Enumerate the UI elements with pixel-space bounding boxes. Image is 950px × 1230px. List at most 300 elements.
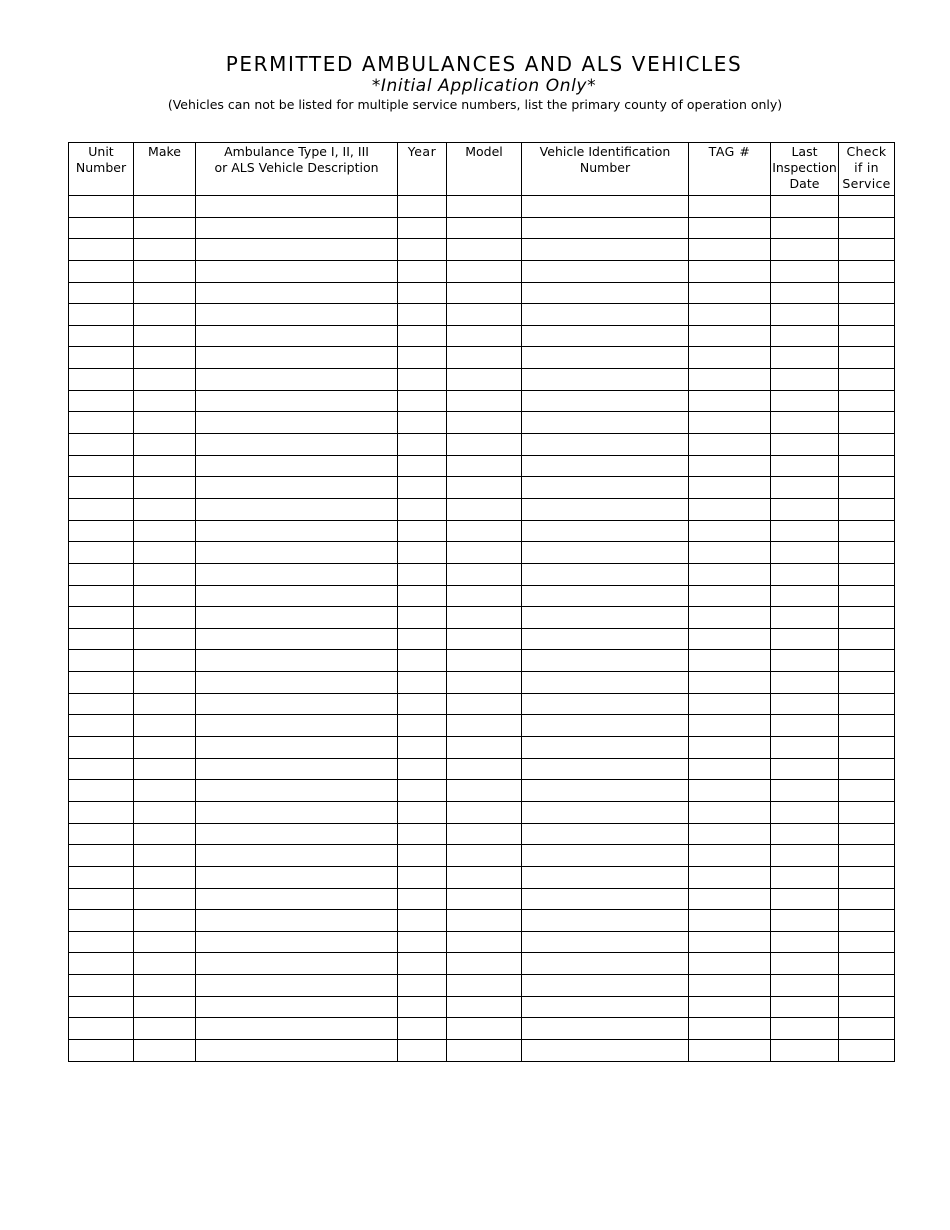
ambulance-type-cell[interactable] (196, 758, 398, 780)
make-cell[interactable] (134, 260, 196, 282)
year-cell[interactable] (398, 780, 447, 802)
make-cell[interactable] (134, 304, 196, 326)
year-cell[interactable] (398, 217, 447, 239)
in-service-check-cell[interactable] (839, 217, 895, 239)
year-cell[interactable] (398, 693, 447, 715)
unit-number-cell[interactable] (69, 693, 134, 715)
unit-number-cell[interactable] (69, 369, 134, 391)
tag-cell[interactable] (689, 520, 771, 542)
vin-cell[interactable] (522, 282, 689, 304)
vin-cell[interactable] (522, 217, 689, 239)
in-service-check-cell[interactable] (839, 1018, 895, 1040)
make-cell[interactable] (134, 650, 196, 672)
ambulance-type-cell[interactable] (196, 217, 398, 239)
in-service-check-cell[interactable] (839, 390, 895, 412)
vin-cell[interactable] (522, 996, 689, 1018)
tag-cell[interactable] (689, 672, 771, 694)
unit-number-cell[interactable] (69, 542, 134, 564)
make-cell[interactable] (134, 953, 196, 975)
model-cell[interactable] (447, 823, 522, 845)
last-inspection-date-cell[interactable] (771, 390, 839, 412)
year-cell[interactable] (398, 498, 447, 520)
year-cell[interactable] (398, 434, 447, 456)
unit-number-cell[interactable] (69, 390, 134, 412)
last-inspection-date-cell[interactable] (771, 304, 839, 326)
ambulance-type-cell[interactable] (196, 434, 398, 456)
model-cell[interactable] (447, 217, 522, 239)
ambulance-type-cell[interactable] (196, 563, 398, 585)
model-cell[interactable] (447, 412, 522, 434)
in-service-check-cell[interactable] (839, 866, 895, 888)
model-cell[interactable] (447, 477, 522, 499)
in-service-check-cell[interactable] (839, 563, 895, 585)
in-service-check-cell[interactable] (839, 260, 895, 282)
tag-cell[interactable] (689, 866, 771, 888)
tag-cell[interactable] (689, 823, 771, 845)
unit-number-cell[interactable] (69, 325, 134, 347)
unit-number-cell[interactable] (69, 455, 134, 477)
ambulance-type-cell[interactable] (196, 975, 398, 997)
last-inspection-date-cell[interactable] (771, 563, 839, 585)
year-cell[interactable] (398, 455, 447, 477)
year-cell[interactable] (398, 866, 447, 888)
year-cell[interactable] (398, 260, 447, 282)
last-inspection-date-cell[interactable] (771, 953, 839, 975)
in-service-check-cell[interactable] (839, 845, 895, 867)
make-cell[interactable] (134, 217, 196, 239)
tag-cell[interactable] (689, 325, 771, 347)
vin-cell[interactable] (522, 347, 689, 369)
last-inspection-date-cell[interactable] (771, 434, 839, 456)
model-cell[interactable] (447, 455, 522, 477)
year-cell[interactable] (398, 347, 447, 369)
year-cell[interactable] (398, 390, 447, 412)
in-service-check-cell[interactable] (839, 715, 895, 737)
ambulance-type-cell[interactable] (196, 628, 398, 650)
model-cell[interactable] (447, 390, 522, 412)
ambulance-type-cell[interactable] (196, 693, 398, 715)
in-service-check-cell[interactable] (839, 239, 895, 261)
last-inspection-date-cell[interactable] (771, 693, 839, 715)
model-cell[interactable] (447, 910, 522, 932)
unit-number-cell[interactable] (69, 888, 134, 910)
year-cell[interactable] (398, 737, 447, 759)
tag-cell[interactable] (689, 1039, 771, 1061)
last-inspection-date-cell[interactable] (771, 975, 839, 997)
model-cell[interactable] (447, 737, 522, 759)
model-cell[interactable] (447, 304, 522, 326)
year-cell[interactable] (398, 953, 447, 975)
ambulance-type-cell[interactable] (196, 1018, 398, 1040)
in-service-check-cell[interactable] (839, 780, 895, 802)
ambulance-type-cell[interactable] (196, 672, 398, 694)
vin-cell[interactable] (522, 975, 689, 997)
model-cell[interactable] (447, 607, 522, 629)
vin-cell[interactable] (522, 780, 689, 802)
vin-cell[interactable] (522, 563, 689, 585)
unit-number-cell[interactable] (69, 910, 134, 932)
model-cell[interactable] (447, 260, 522, 282)
tag-cell[interactable] (689, 628, 771, 650)
make-cell[interactable] (134, 996, 196, 1018)
in-service-check-cell[interactable] (839, 1039, 895, 1061)
in-service-check-cell[interactable] (839, 542, 895, 564)
unit-number-cell[interactable] (69, 607, 134, 629)
vin-cell[interactable] (522, 910, 689, 932)
make-cell[interactable] (134, 347, 196, 369)
year-cell[interactable] (398, 996, 447, 1018)
last-inspection-date-cell[interactable] (771, 520, 839, 542)
tag-cell[interactable] (689, 304, 771, 326)
vin-cell[interactable] (522, 369, 689, 391)
unit-number-cell[interactable] (69, 477, 134, 499)
ambulance-type-cell[interactable] (196, 498, 398, 520)
vin-cell[interactable] (522, 845, 689, 867)
ambulance-type-cell[interactable] (196, 801, 398, 823)
year-cell[interactable] (398, 282, 447, 304)
model-cell[interactable] (447, 196, 522, 218)
vin-cell[interactable] (522, 931, 689, 953)
tag-cell[interactable] (689, 975, 771, 997)
tag-cell[interactable] (689, 282, 771, 304)
last-inspection-date-cell[interactable] (771, 888, 839, 910)
make-cell[interactable] (134, 801, 196, 823)
make-cell[interactable] (134, 455, 196, 477)
make-cell[interactable] (134, 758, 196, 780)
in-service-check-cell[interactable] (839, 758, 895, 780)
make-cell[interactable] (134, 715, 196, 737)
ambulance-type-cell[interactable] (196, 455, 398, 477)
vin-cell[interactable] (522, 325, 689, 347)
tag-cell[interactable] (689, 607, 771, 629)
tag-cell[interactable] (689, 347, 771, 369)
in-service-check-cell[interactable] (839, 607, 895, 629)
vin-cell[interactable] (522, 758, 689, 780)
last-inspection-date-cell[interactable] (771, 282, 839, 304)
ambulance-type-cell[interactable] (196, 715, 398, 737)
year-cell[interactable] (398, 1018, 447, 1040)
make-cell[interactable] (134, 1018, 196, 1040)
last-inspection-date-cell[interactable] (771, 477, 839, 499)
year-cell[interactable] (398, 715, 447, 737)
tag-cell[interactable] (689, 196, 771, 218)
unit-number-cell[interactable] (69, 498, 134, 520)
make-cell[interactable] (134, 282, 196, 304)
make-cell[interactable] (134, 520, 196, 542)
tag-cell[interactable] (689, 369, 771, 391)
vin-cell[interactable] (522, 412, 689, 434)
make-cell[interactable] (134, 607, 196, 629)
tag-cell[interactable] (689, 563, 771, 585)
vin-cell[interactable] (522, 585, 689, 607)
unit-number-cell[interactable] (69, 304, 134, 326)
year-cell[interactable] (398, 910, 447, 932)
model-cell[interactable] (447, 1018, 522, 1040)
unit-number-cell[interactable] (69, 672, 134, 694)
tag-cell[interactable] (689, 260, 771, 282)
model-cell[interactable] (447, 282, 522, 304)
vin-cell[interactable] (522, 455, 689, 477)
tag-cell[interactable] (689, 996, 771, 1018)
ambulance-type-cell[interactable] (196, 888, 398, 910)
unit-number-cell[interactable] (69, 780, 134, 802)
in-service-check-cell[interactable] (839, 693, 895, 715)
model-cell[interactable] (447, 845, 522, 867)
tag-cell[interactable] (689, 737, 771, 759)
vin-cell[interactable] (522, 628, 689, 650)
tag-cell[interactable] (689, 650, 771, 672)
make-cell[interactable] (134, 325, 196, 347)
make-cell[interactable] (134, 390, 196, 412)
last-inspection-date-cell[interactable] (771, 498, 839, 520)
make-cell[interactable] (134, 780, 196, 802)
unit-number-cell[interactable] (69, 585, 134, 607)
model-cell[interactable] (447, 758, 522, 780)
ambulance-type-cell[interactable] (196, 607, 398, 629)
tag-cell[interactable] (689, 434, 771, 456)
unit-number-cell[interactable] (69, 239, 134, 261)
unit-number-cell[interactable] (69, 931, 134, 953)
in-service-check-cell[interactable] (839, 196, 895, 218)
vin-cell[interactable] (522, 607, 689, 629)
unit-number-cell[interactable] (69, 520, 134, 542)
last-inspection-date-cell[interactable] (771, 239, 839, 261)
last-inspection-date-cell[interactable] (771, 369, 839, 391)
year-cell[interactable] (398, 845, 447, 867)
year-cell[interactable] (398, 628, 447, 650)
model-cell[interactable] (447, 239, 522, 261)
make-cell[interactable] (134, 693, 196, 715)
ambulance-type-cell[interactable] (196, 347, 398, 369)
in-service-check-cell[interactable] (839, 282, 895, 304)
unit-number-cell[interactable] (69, 823, 134, 845)
in-service-check-cell[interactable] (839, 672, 895, 694)
last-inspection-date-cell[interactable] (771, 412, 839, 434)
model-cell[interactable] (447, 434, 522, 456)
make-cell[interactable] (134, 239, 196, 261)
last-inspection-date-cell[interactable] (771, 347, 839, 369)
ambulance-type-cell[interactable] (196, 931, 398, 953)
model-cell[interactable] (447, 563, 522, 585)
in-service-check-cell[interactable] (839, 931, 895, 953)
model-cell[interactable] (447, 1039, 522, 1061)
make-cell[interactable] (134, 585, 196, 607)
make-cell[interactable] (134, 823, 196, 845)
model-cell[interactable] (447, 672, 522, 694)
make-cell[interactable] (134, 434, 196, 456)
unit-number-cell[interactable] (69, 953, 134, 975)
in-service-check-cell[interactable] (839, 325, 895, 347)
vin-cell[interactable] (522, 434, 689, 456)
vin-cell[interactable] (522, 823, 689, 845)
year-cell[interactable] (398, 650, 447, 672)
unit-number-cell[interactable] (69, 996, 134, 1018)
last-inspection-date-cell[interactable] (771, 325, 839, 347)
ambulance-type-cell[interactable] (196, 260, 398, 282)
unit-number-cell[interactable] (69, 282, 134, 304)
tag-cell[interactable] (689, 542, 771, 564)
unit-number-cell[interactable] (69, 563, 134, 585)
unit-number-cell[interactable] (69, 737, 134, 759)
in-service-check-cell[interactable] (839, 823, 895, 845)
ambulance-type-cell[interactable] (196, 369, 398, 391)
tag-cell[interactable] (689, 715, 771, 737)
make-cell[interactable] (134, 845, 196, 867)
year-cell[interactable] (398, 412, 447, 434)
in-service-check-cell[interactable] (839, 347, 895, 369)
vin-cell[interactable] (522, 693, 689, 715)
vin-cell[interactable] (522, 672, 689, 694)
in-service-check-cell[interactable] (839, 412, 895, 434)
last-inspection-date-cell[interactable] (771, 542, 839, 564)
vin-cell[interactable] (522, 390, 689, 412)
ambulance-type-cell[interactable] (196, 650, 398, 672)
unit-number-cell[interactable] (69, 975, 134, 997)
last-inspection-date-cell[interactable] (771, 672, 839, 694)
model-cell[interactable] (447, 650, 522, 672)
tag-cell[interactable] (689, 953, 771, 975)
last-inspection-date-cell[interactable] (771, 845, 839, 867)
tag-cell[interactable] (689, 931, 771, 953)
model-cell[interactable] (447, 801, 522, 823)
last-inspection-date-cell[interactable] (771, 455, 839, 477)
year-cell[interactable] (398, 563, 447, 585)
ambulance-type-cell[interactable] (196, 845, 398, 867)
last-inspection-date-cell[interactable] (771, 1018, 839, 1040)
model-cell[interactable] (447, 520, 522, 542)
unit-number-cell[interactable] (69, 260, 134, 282)
tag-cell[interactable] (689, 758, 771, 780)
in-service-check-cell[interactable] (839, 455, 895, 477)
in-service-check-cell[interactable] (839, 996, 895, 1018)
model-cell[interactable] (447, 585, 522, 607)
ambulance-type-cell[interactable] (196, 823, 398, 845)
vin-cell[interactable] (522, 737, 689, 759)
unit-number-cell[interactable] (69, 866, 134, 888)
unit-number-cell[interactable] (69, 628, 134, 650)
vin-cell[interactable] (522, 542, 689, 564)
model-cell[interactable] (447, 542, 522, 564)
tag-cell[interactable] (689, 585, 771, 607)
model-cell[interactable] (447, 975, 522, 997)
model-cell[interactable] (447, 369, 522, 391)
ambulance-type-cell[interactable] (196, 477, 398, 499)
ambulance-type-cell[interactable] (196, 390, 398, 412)
ambulance-type-cell[interactable] (196, 585, 398, 607)
last-inspection-date-cell[interactable] (771, 780, 839, 802)
unit-number-cell[interactable] (69, 650, 134, 672)
tag-cell[interactable] (689, 390, 771, 412)
tag-cell[interactable] (689, 780, 771, 802)
vin-cell[interactable] (522, 715, 689, 737)
unit-number-cell[interactable] (69, 845, 134, 867)
in-service-check-cell[interactable] (839, 975, 895, 997)
year-cell[interactable] (398, 823, 447, 845)
last-inspection-date-cell[interactable] (771, 585, 839, 607)
vin-cell[interactable] (522, 520, 689, 542)
tag-cell[interactable] (689, 801, 771, 823)
make-cell[interactable] (134, 737, 196, 759)
ambulance-type-cell[interactable] (196, 996, 398, 1018)
model-cell[interactable] (447, 715, 522, 737)
vin-cell[interactable] (522, 260, 689, 282)
last-inspection-date-cell[interactable] (771, 196, 839, 218)
model-cell[interactable] (447, 866, 522, 888)
in-service-check-cell[interactable] (839, 801, 895, 823)
make-cell[interactable] (134, 477, 196, 499)
ambulance-type-cell[interactable] (196, 239, 398, 261)
in-service-check-cell[interactable] (839, 910, 895, 932)
vin-cell[interactable] (522, 196, 689, 218)
model-cell[interactable] (447, 780, 522, 802)
tag-cell[interactable] (689, 239, 771, 261)
year-cell[interactable] (398, 542, 447, 564)
make-cell[interactable] (134, 975, 196, 997)
in-service-check-cell[interactable] (839, 520, 895, 542)
tag-cell[interactable] (689, 455, 771, 477)
vin-cell[interactable] (522, 953, 689, 975)
vin-cell[interactable] (522, 304, 689, 326)
ambulance-type-cell[interactable] (196, 304, 398, 326)
make-cell[interactable] (134, 931, 196, 953)
vin-cell[interactable] (522, 888, 689, 910)
last-inspection-date-cell[interactable] (771, 260, 839, 282)
make-cell[interactable] (134, 1039, 196, 1061)
make-cell[interactable] (134, 412, 196, 434)
unit-number-cell[interactable] (69, 434, 134, 456)
last-inspection-date-cell[interactable] (771, 910, 839, 932)
ambulance-type-cell[interactable] (196, 737, 398, 759)
unit-number-cell[interactable] (69, 412, 134, 434)
make-cell[interactable] (134, 910, 196, 932)
last-inspection-date-cell[interactable] (771, 996, 839, 1018)
model-cell[interactable] (447, 628, 522, 650)
last-inspection-date-cell[interactable] (771, 823, 839, 845)
year-cell[interactable] (398, 304, 447, 326)
ambulance-type-cell[interactable] (196, 282, 398, 304)
last-inspection-date-cell[interactable] (771, 758, 839, 780)
ambulance-type-cell[interactable] (196, 866, 398, 888)
model-cell[interactable] (447, 888, 522, 910)
unit-number-cell[interactable] (69, 1039, 134, 1061)
make-cell[interactable] (134, 628, 196, 650)
make-cell[interactable] (134, 563, 196, 585)
last-inspection-date-cell[interactable] (771, 1039, 839, 1061)
vin-cell[interactable] (522, 1039, 689, 1061)
year-cell[interactable] (398, 672, 447, 694)
last-inspection-date-cell[interactable] (771, 866, 839, 888)
ambulance-type-cell[interactable] (196, 953, 398, 975)
vin-cell[interactable] (522, 498, 689, 520)
in-service-check-cell[interactable] (839, 498, 895, 520)
year-cell[interactable] (398, 1039, 447, 1061)
year-cell[interactable] (398, 585, 447, 607)
tag-cell[interactable] (689, 498, 771, 520)
vin-cell[interactable] (522, 239, 689, 261)
last-inspection-date-cell[interactable] (771, 607, 839, 629)
last-inspection-date-cell[interactable] (771, 650, 839, 672)
model-cell[interactable] (447, 996, 522, 1018)
model-cell[interactable] (447, 931, 522, 953)
tag-cell[interactable] (689, 477, 771, 499)
tag-cell[interactable] (689, 693, 771, 715)
last-inspection-date-cell[interactable] (771, 715, 839, 737)
unit-number-cell[interactable] (69, 347, 134, 369)
last-inspection-date-cell[interactable] (771, 931, 839, 953)
year-cell[interactable] (398, 477, 447, 499)
tag-cell[interactable] (689, 217, 771, 239)
make-cell[interactable] (134, 672, 196, 694)
